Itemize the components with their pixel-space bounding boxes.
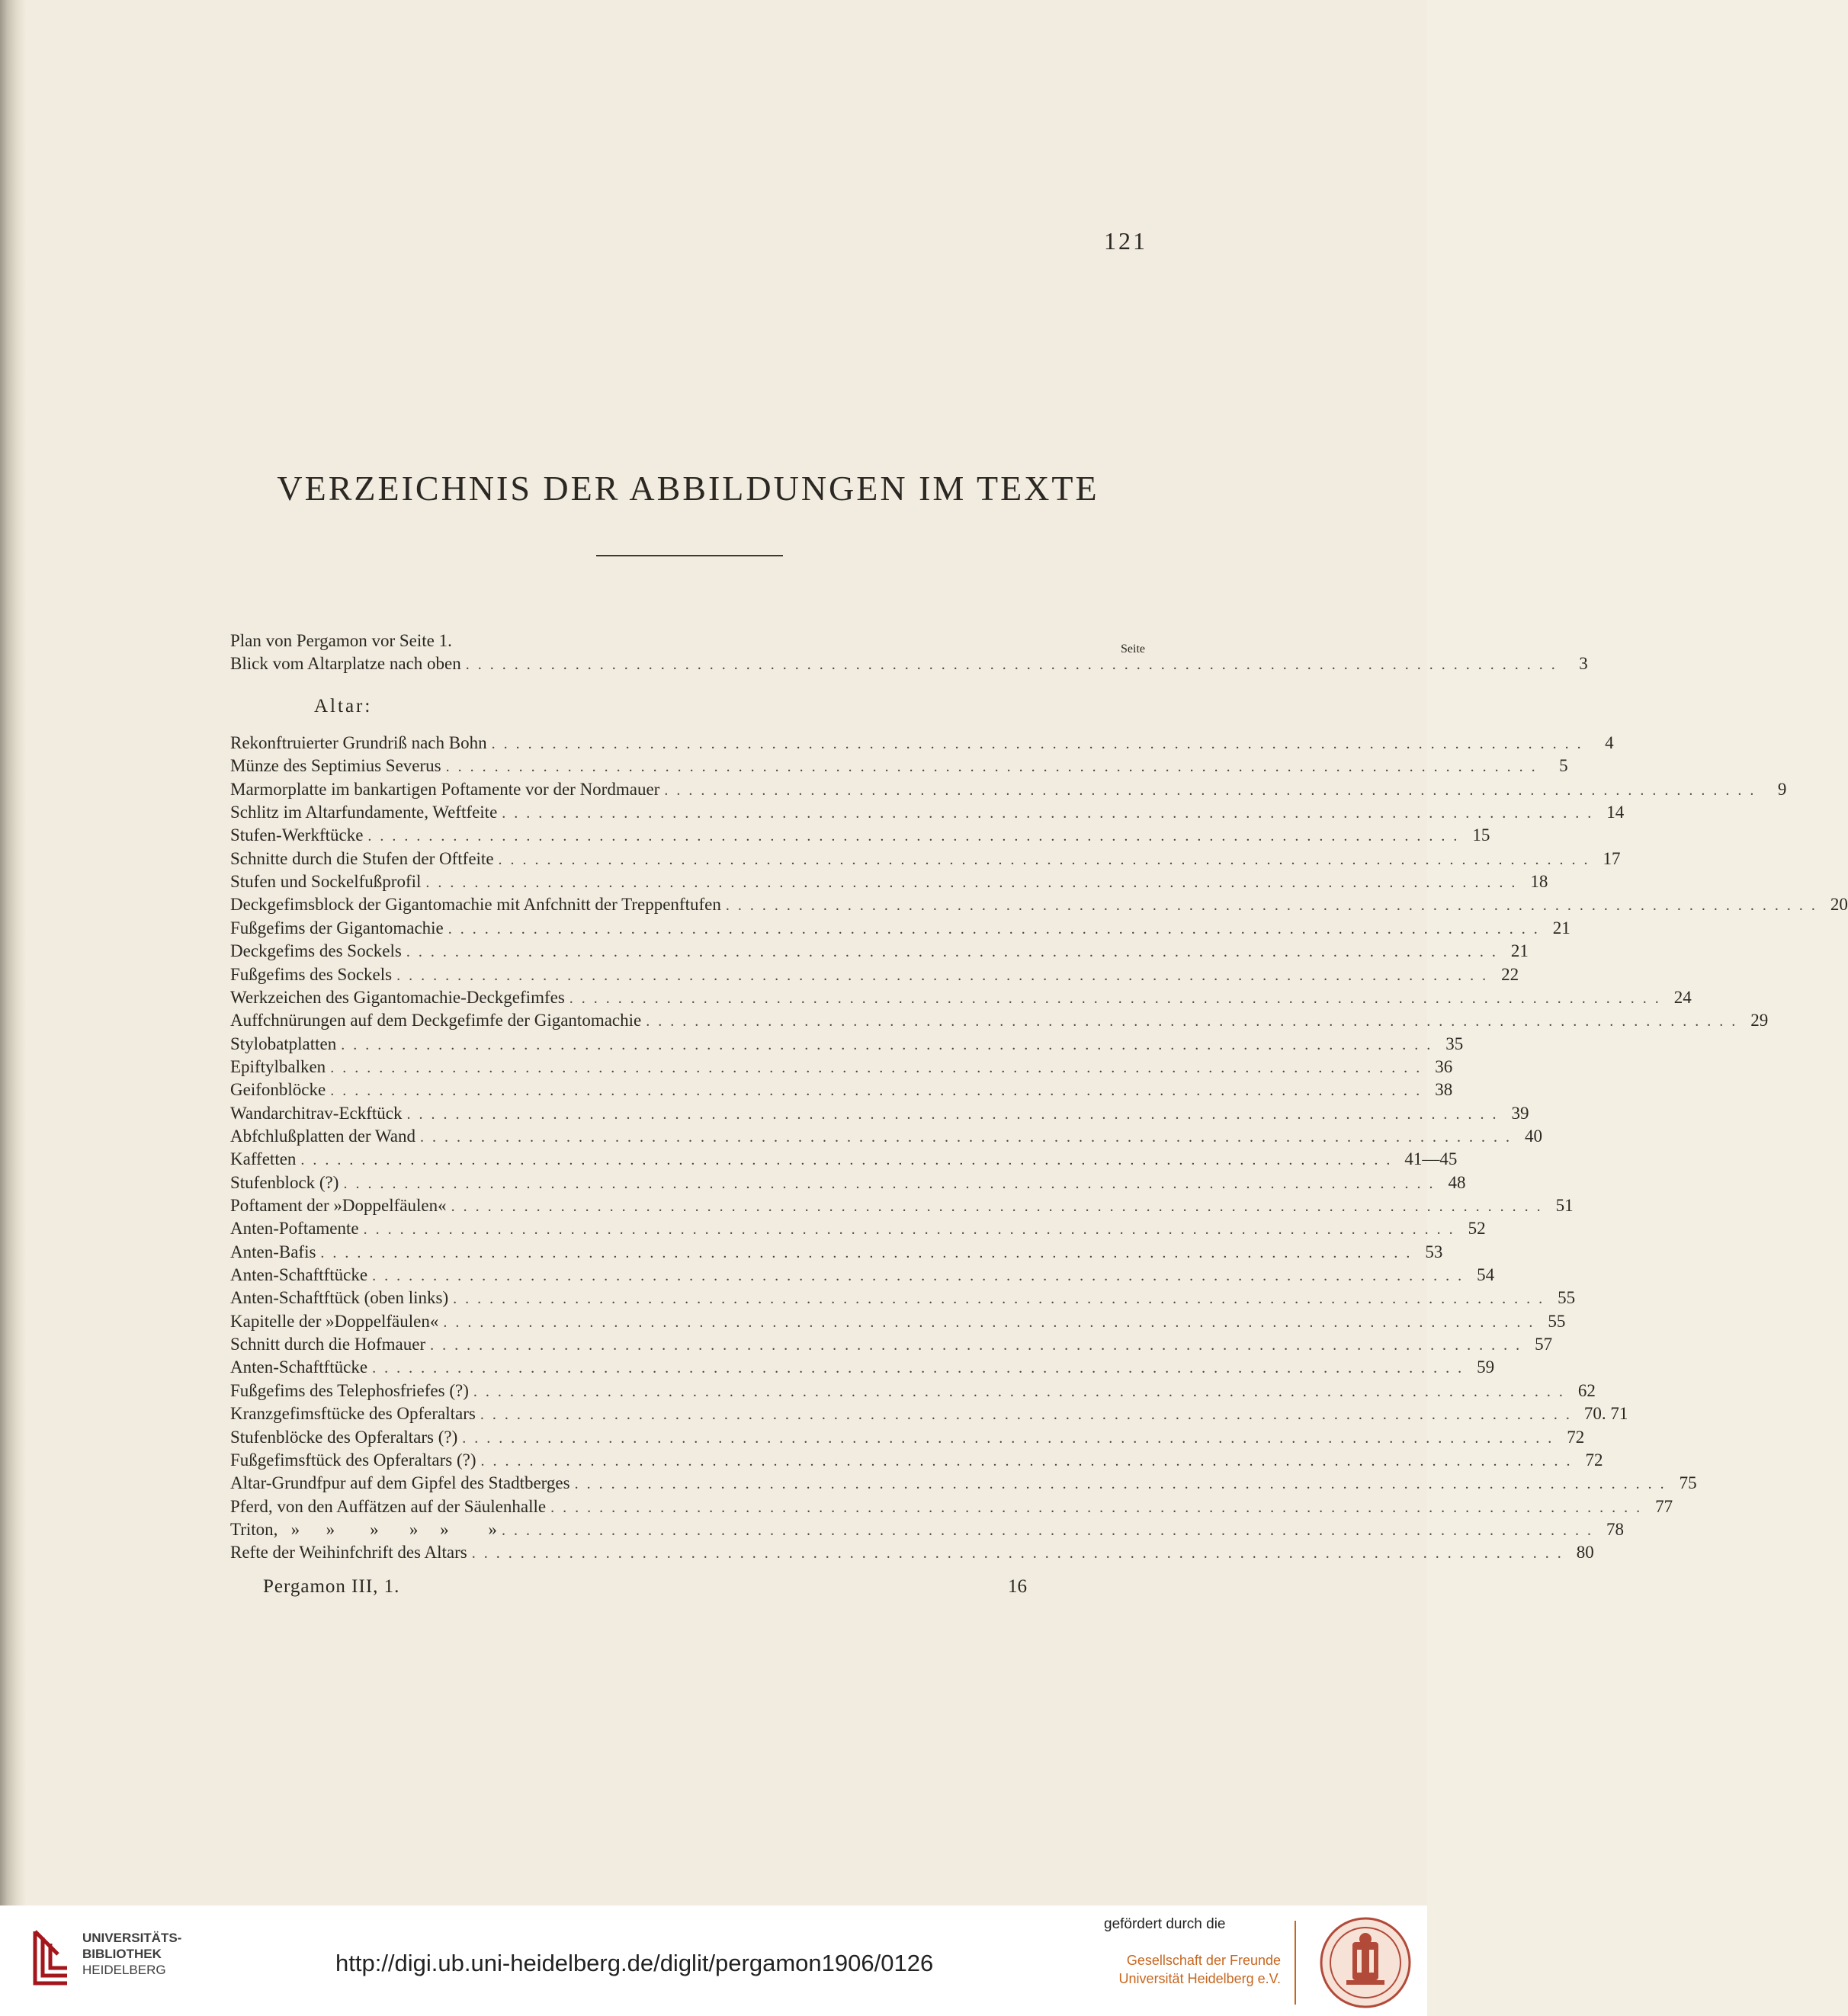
- dot-leader: ..........................................................................................: [480, 1406, 1578, 1424]
- sponsor-name-line-1: Gesellschaft der Freunde: [1126, 1953, 1281, 1968]
- toc-entry-label: Kaffetten: [230, 1149, 297, 1169]
- university-seal-icon[interactable]: [1319, 1916, 1412, 2009]
- toc-entry-page: 80: [1576, 1543, 1594, 1562]
- toc-entry-label: Anten-Poftamente: [230, 1219, 359, 1239]
- toc-entry-label: Abfchlußplatten der Wand: [230, 1126, 415, 1146]
- dot-leader: ..........................................................................................: [445, 758, 1544, 776]
- toc-entry: [230, 1518, 1624, 1541]
- toc-entry-label: Altar-Grundfpur auf dem Gipfel des Stadtberges: [230, 1473, 570, 1493]
- university-library-name[interactable]: [82, 1930, 181, 1978]
- toc-entry-page: 20: [1830, 895, 1848, 915]
- dot-leader: ..........................................................................................: [396, 966, 1495, 984]
- dot-leader: ..........................................................................................: [367, 828, 1466, 845]
- toc-entry-page: 52: [1468, 1219, 1486, 1239]
- toc-entry: [230, 940, 1529, 963]
- dot-leader: ..........................................................................................: [471, 1545, 1570, 1562]
- toc-entry-label: Stylobatplatten: [230, 1034, 337, 1053]
- toc-entry-page: 38: [1435, 1080, 1453, 1100]
- toc-entry-page: 41—45: [1404, 1149, 1458, 1169]
- toc-entry-page: 22: [1501, 964, 1519, 984]
- toc-entry-page: 72: [1585, 1450, 1603, 1470]
- toc-entry-label: Anten-Bafis: [230, 1242, 316, 1261]
- dot-leader: ..........................................................................................: [569, 989, 1667, 1007]
- toc-entry-label: Stufenblöcke des Opferaltars (?): [230, 1427, 458, 1447]
- toc-entry-page: 54: [1477, 1265, 1495, 1285]
- dot-leader: ..........................................................................................: [502, 805, 1600, 822]
- toc-entry-page: 78: [1606, 1519, 1624, 1539]
- dot-leader: ..........................................................................................: [480, 1452, 1579, 1470]
- dot-leader: ..........................................................................................: [406, 944, 1504, 961]
- toc-entry-page: 4: [1605, 733, 1614, 752]
- toc-entry-label: Kapitelle der »Doppelfäulen«: [230, 1311, 439, 1331]
- toc-entry: [230, 1426, 1585, 1449]
- toc-entry: [230, 1380, 1596, 1402]
- toc-entry: [230, 801, 1625, 824]
- toc-entry-page: 72: [1567, 1427, 1585, 1447]
- dot-leader: ..........................................................................................: [425, 874, 1524, 892]
- dot-leader: ..........................................................................................: [419, 1128, 1518, 1146]
- dot-leader: ..........................................................................................: [320, 1244, 1419, 1261]
- toc-entry: [230, 870, 1548, 893]
- page-binding-shadow: [0, 0, 26, 1905]
- toc-entry-label: Anten-Schaftftück (oben links): [230, 1288, 449, 1308]
- toc-entry-label: Blick vom Altarplatze nach oben: [230, 654, 461, 673]
- toc-entry: [230, 1472, 1697, 1495]
- toc-entry-page: 70. 71: [1583, 1404, 1628, 1424]
- toc-entry: [230, 1217, 1486, 1240]
- toc-entry: [230, 630, 1145, 652]
- toc-entry-label: Schnitt durch die Hofmauer: [230, 1335, 426, 1354]
- toc-entry-label: Marmorplatte im bankartigen Poftamente vor der Nordmauer: [230, 779, 660, 799]
- dot-leader: ..........................................................................................: [363, 1221, 1461, 1239]
- dot-leader: ..........................................................................................: [646, 1013, 1744, 1030]
- toc-entry-page: 5: [1559, 756, 1568, 776]
- university-library-logo-icon[interactable]: [27, 1924, 75, 1991]
- toc-entry-page: 53: [1425, 1242, 1443, 1261]
- dot-leader: ..........................................................................................: [406, 1105, 1505, 1123]
- toc-entry-page: 75: [1679, 1473, 1697, 1493]
- toc-entry-page: 21: [1552, 918, 1570, 937]
- toc-entry: [230, 1056, 1453, 1079]
- toc-entry-page: 21: [1510, 941, 1529, 961]
- section-heading: Altar:: [314, 696, 373, 716]
- toc-entry-label: Geifonblöcke: [230, 1080, 326, 1100]
- toc-entry-page: 39: [1511, 1103, 1529, 1123]
- dot-leader: ..........................................................................................: [453, 1290, 1551, 1308]
- dot-leader: ..........................................................................................: [448, 920, 1546, 937]
- dot-leader: ..........................................................................................: [341, 1036, 1439, 1053]
- toc-entry-label: Anten-Schaftftücke: [230, 1357, 368, 1377]
- title-divider: [596, 555, 783, 556]
- dot-leader: ..........................................................................................: [462, 1429, 1561, 1447]
- library-name-line-3: HEIDELBERG: [82, 1963, 166, 1977]
- toc-entry-label: Fußgefimsftück des Opferaltars (?): [230, 1450, 476, 1470]
- toc-entry-label: Schnitte durch die Stufen der Oftfeite: [230, 848, 494, 868]
- dot-leader: ..........................................................................................: [330, 1082, 1429, 1100]
- toc-entry-label: Refte der Weihinfchrift des Altars: [230, 1543, 467, 1562]
- dot-leader: ..........................................................................................: [372, 1360, 1471, 1377]
- toc-entry: [230, 1541, 1594, 1564]
- toc-entry-page: 18: [1530, 872, 1548, 892]
- toc-entry-label: Münze des Septimius Severus: [230, 756, 441, 776]
- toc-entry-label: Deckgefims des Sockels: [230, 941, 402, 961]
- toc-entry: [230, 1009, 1769, 1032]
- dot-leader: ..........................................................................................: [443, 1313, 1542, 1331]
- dot-leader: ..........................................................................................: [372, 1268, 1471, 1285]
- toc-entry: [230, 732, 1614, 755]
- toc-entry: [230, 1102, 1529, 1125]
- toc-entry-label: Poftament der »Doppelfäulen«: [230, 1196, 447, 1215]
- dot-leader: ..........................................................................................: [300, 1152, 1399, 1169]
- toc-entry-page: 3: [1579, 654, 1588, 673]
- dot-leader: ..........................................................................................: [501, 1521, 1599, 1539]
- toc-entry: [230, 1449, 1603, 1472]
- toc-entry-page: 62: [1577, 1380, 1596, 1400]
- toc-entry-page: 51: [1555, 1196, 1574, 1215]
- library-name-line-2: BIBLIOTHEK: [82, 1947, 162, 1961]
- seite-column-header: Seite: [1121, 643, 1145, 655]
- toc-entry-page: 55: [1548, 1311, 1566, 1331]
- toc-entry: [230, 1148, 1458, 1171]
- toc-entry: [230, 893, 1848, 916]
- footer-signature: Pergamon III, 1.: [263, 1576, 400, 1597]
- toc-entry-label: Plan von Pergamon vor Seite 1.: [230, 631, 452, 650]
- toc-entry-page: 77: [1655, 1496, 1673, 1516]
- toc-entry: [230, 1125, 1542, 1148]
- toc-entry: [230, 1033, 1464, 1056]
- toc-entry: [230, 986, 1692, 1009]
- toc-entry-label: Deckgefimsblock der Gigantomachie mit Anfchnitt der Treppenftufen: [230, 895, 721, 915]
- toc-entry: [230, 1333, 1553, 1356]
- toc-entry: [230, 1264, 1495, 1287]
- dot-leader: ..........................................................................................: [343, 1175, 1442, 1192]
- toc-entry-page: 15: [1472, 825, 1490, 845]
- footer-sheet-number: 16: [1008, 1576, 1027, 1597]
- toc-entry: [230, 1194, 1574, 1217]
- toc-entry: [230, 824, 1490, 847]
- toc-entry: [230, 1241, 1443, 1264]
- dot-leader: ..........................................................................................: [498, 851, 1596, 868]
- toc-entry: [230, 1287, 1576, 1309]
- dot-leader: ..........................................................................................: [330, 1059, 1429, 1076]
- toc-entry: [230, 1310, 1566, 1333]
- toc-entry-page: 55: [1558, 1288, 1576, 1308]
- toc-entry: [230, 1402, 1628, 1425]
- toc-entry-label: Auffchnürungen auf dem Deckgefimfe der Gigantomachie: [230, 1011, 642, 1030]
- toc-entry-page: 57: [1535, 1335, 1553, 1354]
- toc-entry: [230, 848, 1621, 870]
- toc-entry-label: Fußgefims des Sockels: [230, 964, 393, 984]
- toc-entry: [230, 963, 1519, 986]
- dot-leader: ..........................................................................................: [473, 1383, 1571, 1400]
- toc-entry-label: Kranzgefimsftücke des Opferaltars: [230, 1404, 476, 1424]
- toc-entry-page: 40: [1524, 1126, 1542, 1146]
- toc-entry-label: Schlitz im Altarfundamente, Weftfeite: [230, 803, 498, 822]
- dot-leader: ..........................................................................................: [465, 656, 1564, 673]
- page-title: VERZEICHNIS DER ABBILDUNGEN IM TEXTE: [277, 469, 1099, 508]
- toc-entry-label: Fußgefims der Gigantomachie: [230, 918, 444, 937]
- toc-entry: [230, 1356, 1495, 1379]
- toc-entry-label: Epiftylbalken: [230, 1056, 326, 1076]
- toc-entry: [230, 755, 1568, 777]
- dot-leader: ..........................................................................................: [550, 1498, 1649, 1516]
- dot-leader: ..........................................................................................: [491, 736, 1590, 752]
- toc-entry: [230, 1171, 1466, 1194]
- toc-entry-label: Pferd, von den Auffätzen auf der Säulenhalle: [230, 1496, 547, 1516]
- dot-leader: ..........................................................................................: [430, 1337, 1529, 1354]
- sponsor-name[interactable]: [1098, 1951, 1281, 1988]
- toc-entry-label: Rekonftruierter Grundriß nach Bohn: [230, 733, 487, 752]
- toc-entry-label: Stufen-Werkftücke: [230, 825, 364, 845]
- toc-entry-label: Triton, » » » » » »: [230, 1519, 497, 1539]
- toc-entry-label: Stufen und Sockelfußprofil: [230, 872, 422, 892]
- dot-leader: ..........................................................................................: [725, 897, 1824, 915]
- sponsor-divider: [1295, 1921, 1296, 2005]
- toc-entry-page: 48: [1448, 1172, 1466, 1192]
- toc-entry: [230, 917, 1570, 940]
- toc-entry-label: Stufenblock (?): [230, 1172, 339, 1192]
- toc-entry-label: Anten-Schaftftücke: [230, 1265, 368, 1285]
- sponsor-label: gefördert durch die: [1104, 1916, 1226, 1932]
- sponsor-name-line-2: Universität Heidelberg e.V.: [1118, 1971, 1281, 1986]
- toc-entry-page: 9: [1777, 779, 1787, 799]
- dot-leader: ..........................................................................................: [574, 1476, 1673, 1493]
- toc-entry: [230, 1079, 1453, 1101]
- toc-entry-label: Werkzeichen des Gigantomachie-Deckgefimfes: [230, 987, 565, 1007]
- toc-entry: [230, 778, 1787, 801]
- toc-entry-page: 59: [1477, 1357, 1495, 1377]
- toc-entry-label: Wandarchitrav-Eckftück: [230, 1103, 403, 1123]
- toc-entry-page: 36: [1435, 1056, 1453, 1076]
- toc-entry-page: 29: [1750, 1011, 1769, 1030]
- toc-entry: [230, 1495, 1673, 1518]
- page-number: 121: [1104, 227, 1147, 255]
- toc-entry-page: 14: [1606, 803, 1625, 822]
- toc-entry-page: 24: [1673, 987, 1692, 1007]
- library-name-line-1: UNIVERSITÄTS-: [82, 1931, 182, 1945]
- dot-leader: ..........................................................................................: [664, 781, 1763, 799]
- toc-entry-label: Fußgefims des Telephosfriefes (?): [230, 1380, 469, 1400]
- dot-leader: ..........................................................................................: [451, 1198, 1549, 1215]
- toc-entry-page: 17: [1603, 848, 1621, 868]
- toc-entry-page: 35: [1445, 1034, 1464, 1053]
- permalink-url[interactable]: http://digi.ub.uni-heidelberg.de/diglit/pergamon1906/0126: [335, 1950, 934, 1976]
- toc-entry: [230, 652, 1588, 675]
